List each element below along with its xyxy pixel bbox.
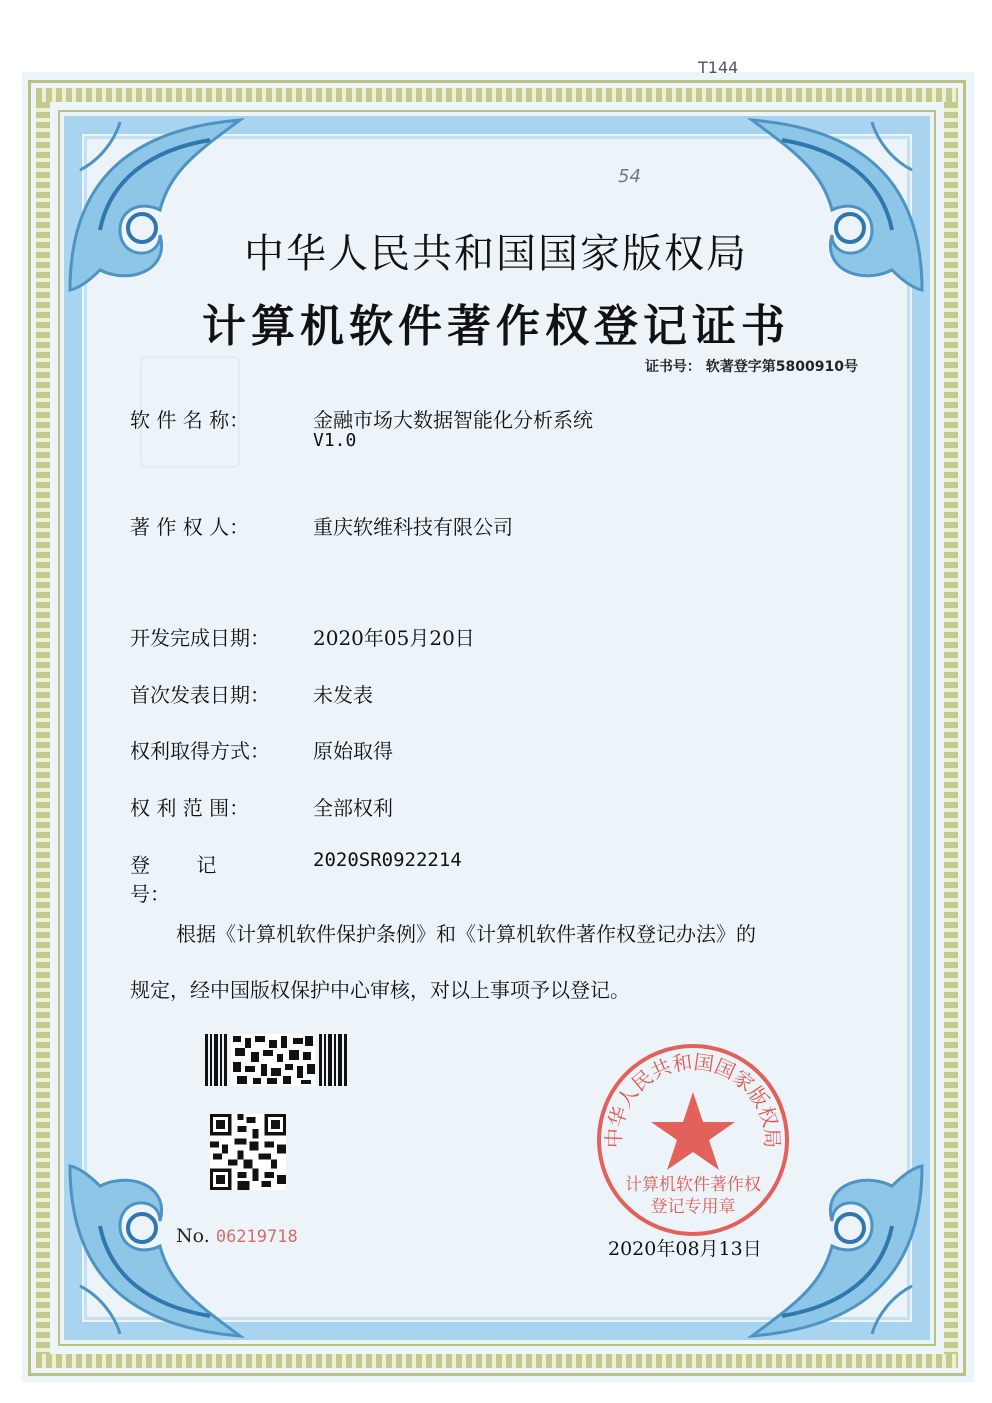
official-seal: [593, 1040, 793, 1240]
barcode-2d: [205, 1034, 347, 1086]
field-label: 著 作 权 人：: [130, 515, 250, 539]
field-label: 开发完成日期：: [130, 626, 270, 650]
field-value: 2020SR0922214: [313, 849, 462, 871]
corner-handwritten-mark: T144: [698, 58, 739, 77]
field-label: 软 件 名 称：: [130, 408, 250, 432]
seal-line-1: 计算机软件著作权: [625, 1175, 761, 1195]
field-value: 金融市场大数据智能化分析系统: [313, 408, 593, 432]
statement-line-2: 规定，经中国版权保护中心审核，对以上事项予以登记。: [130, 978, 630, 1002]
statement-line-1: 根据《计算机软件保护条例》和《计算机软件著作权登记办法》的: [176, 922, 756, 946]
field-value: 2020年05月20日: [313, 626, 475, 650]
star-icon: [651, 1092, 735, 1170]
certificate-number: 证书号： 软著登字第5800910号: [644, 359, 858, 375]
field-label: 权利取得方式：: [130, 739, 270, 763]
field-value: 全部权利: [313, 796, 393, 820]
field-value: 原始取得: [313, 739, 393, 763]
serial-prefix: No.: [176, 1225, 210, 1247]
issue-date: 2020年08月13日: [608, 1238, 762, 1260]
field-value: 重庆软维科技有限公司: [313, 515, 513, 539]
serial-value: 06219718: [215, 1227, 298, 1247]
serial-number: [176, 1225, 298, 1247]
seal-line-2: 登记专用章: [650, 1197, 736, 1217]
field-value: 未发表: [313, 683, 373, 707]
seal-ring-text: 中华人民共和国国家版权局: [601, 1049, 785, 1149]
qr-code: [210, 1113, 286, 1191]
certificate-title: 计算机软件著作权登记证书: [202, 301, 790, 352]
issuing-authority: 中华人民共和国国家版权局: [244, 231, 748, 277]
field-label: 权 利 范 围：: [130, 796, 250, 820]
field-value-version: V1.0: [313, 430, 357, 451]
field-label: 登 记 号：: [130, 853, 217, 906]
field-label: 首次发表日期：: [130, 683, 270, 707]
handwritten-note: 54: [618, 166, 641, 187]
